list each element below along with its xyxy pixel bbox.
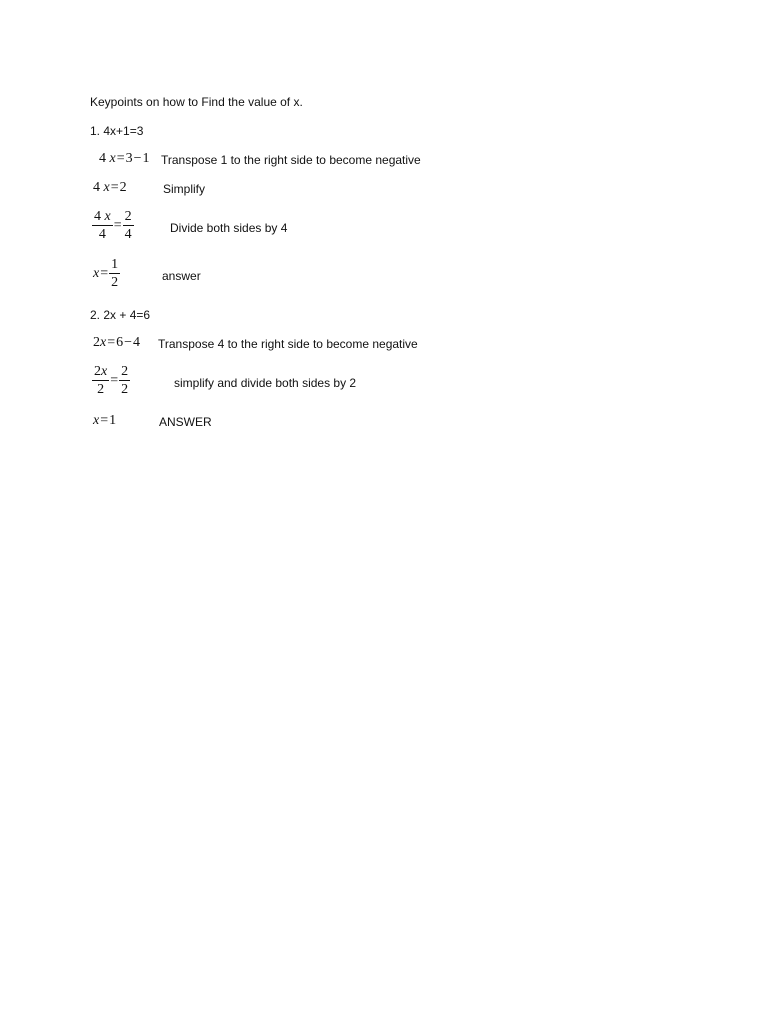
p2-step1-minus: − (124, 335, 133, 350)
document-heading: Keypoints on how to Find the value of x. (90, 95, 303, 109)
p2-step1-var: x (100, 335, 107, 350)
p2-step3-note: ANSWER (159, 415, 212, 429)
p1-step1-var: x (109, 151, 116, 166)
p1-step3-lhs-num-coef: 4 (94, 209, 101, 224)
p2-step3-var: x (93, 413, 100, 428)
p1-step3-rhs-fraction (123, 209, 134, 242)
p1-step3-rhs-denominator: 4 (124, 227, 132, 242)
p1-step4-var: x (93, 265, 100, 281)
p1-step3-equation (92, 209, 134, 242)
p2-step1-b: 6 (116, 335, 124, 350)
p1-step1-coef: 4 (99, 151, 106, 166)
p1-step4-note: answer (162, 269, 201, 283)
p1-step2-equation (93, 180, 127, 196)
p1-step4-rhs-numerator: 1 (111, 257, 119, 272)
p1-step1-minus: − (133, 151, 142, 166)
p1-step2-b: 2 (119, 180, 127, 195)
p1-step1-equals: = (116, 151, 125, 166)
p1-step4-rhs-denominator: 2 (111, 275, 119, 290)
p2-step2-lhs-num-coef: 2 (94, 364, 101, 379)
problem-1-title: 1. 4x+1=3 (90, 124, 144, 138)
p2-step3-b: 1 (109, 413, 117, 428)
p1-step3-equals: = (113, 217, 122, 233)
p2-step2-lhs-num-var: x (101, 364, 108, 379)
p1-step4-equation (93, 257, 120, 290)
p2-step1-coef: 2 (93, 335, 100, 350)
p2-step2-lhs-numerator (92, 364, 109, 381)
p2-step2-lhs-denominator: 2 (97, 382, 105, 397)
p1-step2-equals: = (110, 180, 119, 195)
p1-step3-lhs-denominator: 4 (98, 227, 106, 242)
p1-step3-rhs-numerator: 2 (124, 209, 132, 224)
p2-step2-lhs-fraction (92, 364, 109, 397)
p1-step1-b: 3 (125, 151, 133, 166)
p1-step2-var: x (103, 180, 110, 195)
p2-step2-equals: = (110, 372, 119, 388)
p2-step2-equation (92, 364, 130, 397)
p1-step1-equation (99, 151, 150, 167)
p1-step3-lhs-fraction (92, 209, 113, 242)
p1-step3-lhs-numerator (92, 209, 113, 226)
p2-step2-rhs-numerator: 2 (121, 364, 129, 379)
p2-step2-note: simplify and divide both sides by 2 (174, 376, 357, 390)
p1-step3-lhs-num-var: x (104, 209, 111, 224)
p2-step1-note: Transpose 4 to the right side to become negative (158, 337, 418, 351)
problem-2-title: 2. 2x + 4=6 (90, 308, 151, 322)
p2-step1-equation (93, 335, 140, 351)
p2-step1-equals: = (107, 335, 116, 350)
p2-step2-rhs-fraction (119, 364, 130, 397)
p2-step3-equals: = (100, 413, 109, 428)
p1-step4-rhs-fraction (109, 257, 120, 290)
p2-step3-equation (93, 413, 116, 429)
p1-step3-note: Divide both sides by 4 (170, 221, 288, 235)
p2-step2-rhs-denominator: 2 (121, 382, 129, 397)
p1-step4-equals: = (100, 265, 109, 281)
p1-step2-note: Simplify (163, 182, 206, 196)
p2-step1-c: 4 (133, 335, 141, 350)
p1-step1-note: Transpose 1 to the right side to become negative (161, 153, 421, 167)
p1-step1-c: 1 (142, 151, 150, 166)
p1-step2-coef: 4 (93, 180, 100, 195)
